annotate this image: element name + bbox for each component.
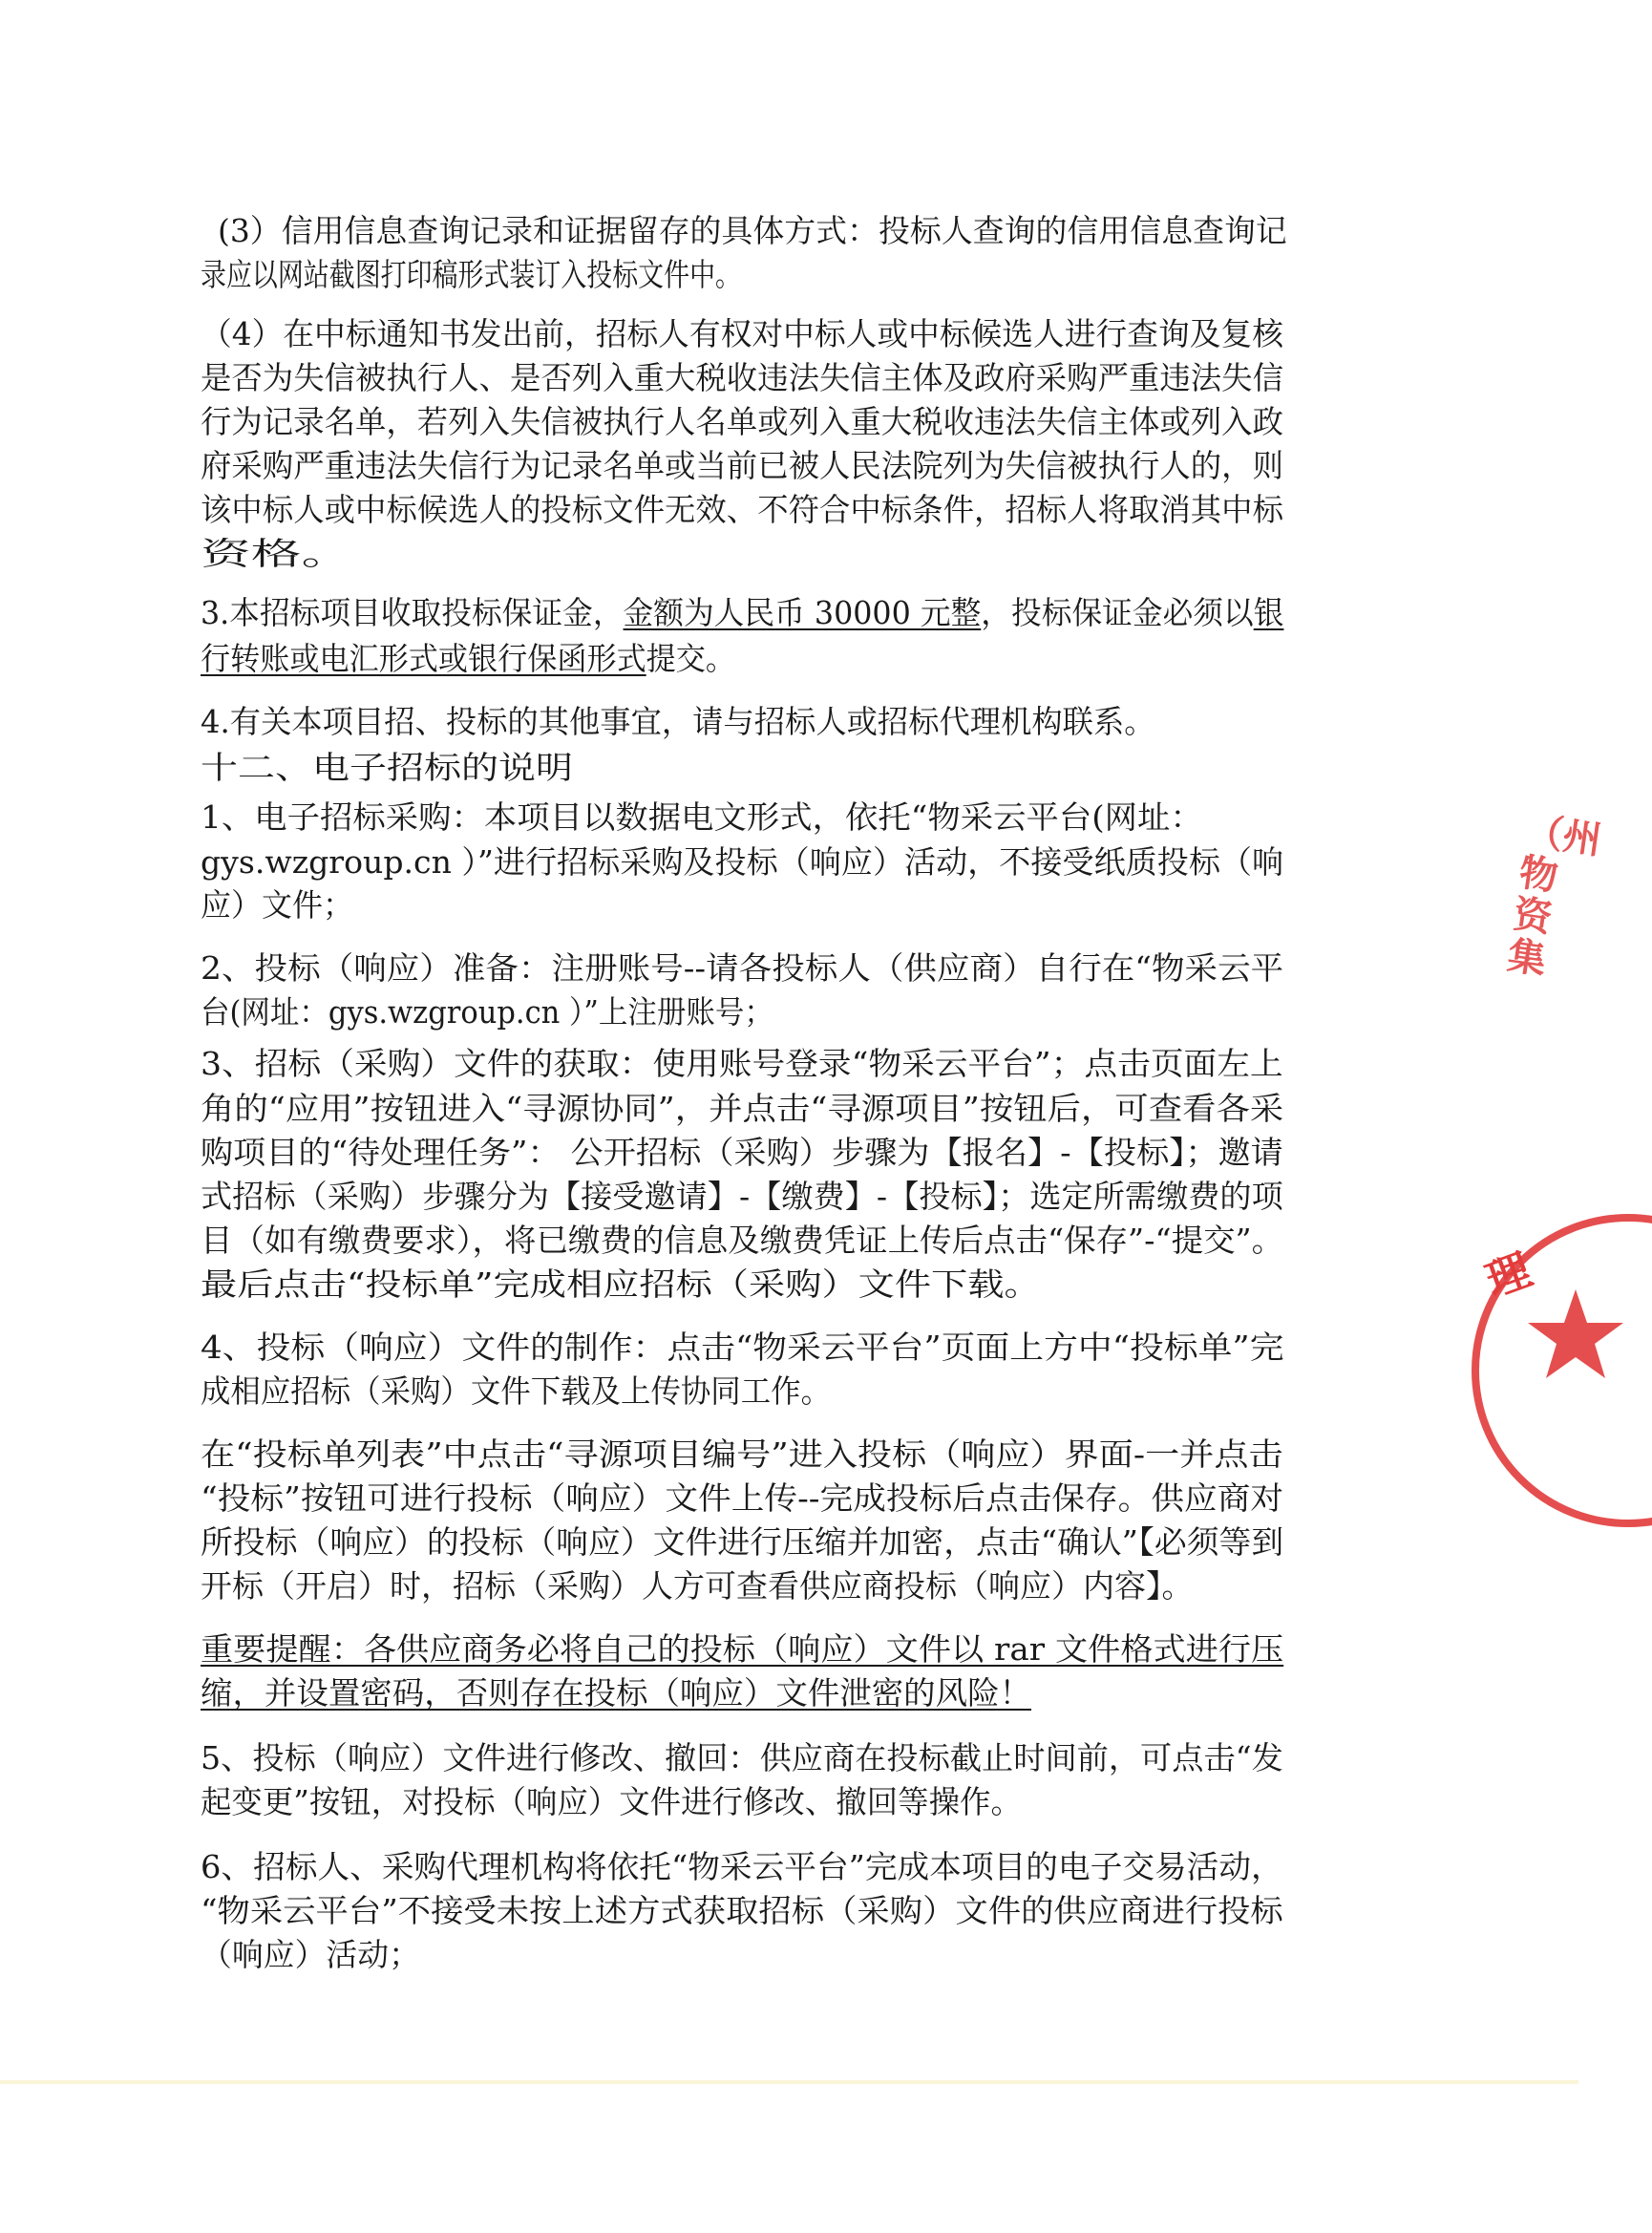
text-run: （4）在中标通知书发出前，招标人有权对中标人或中标候选人进行查询及复核	[201, 315, 1283, 352]
text-run: 所投标（响应）的投标（响应）文件进行压缩并加密，点击“确认”【必须等到	[201, 1523, 1284, 1561]
text-line	[201, 1090, 1283, 1128]
text-run: 角的“应用”按钮进入“寻源协同”，并点击“寻源项目”按钮后，可查看各采	[201, 1090, 1284, 1127]
text-line	[201, 1892, 1283, 1930]
text-run: 2、投标（响应）准备：注册账号--请各投标人（供应商）自行在“物采云平	[201, 949, 1284, 987]
text-line	[201, 315, 1283, 353]
underlined-text: 缩，并设置密码，否则存在投标（响应）文件泄密的风险！	[201, 1674, 1032, 1712]
text-run: “物采云平台”不接受未按上述方式获取招标（采购）文件的供应商进行投标	[201, 1892, 1283, 1929]
text-line	[201, 1045, 1283, 1083]
text-run: 台(网址：gys.wzgroup.cn ）”上注册账号；	[201, 993, 773, 1031]
text-run: 目（如有缴费要求），将已缴费的信息及缴费凭证上传后点击“保存”-“提交”。	[201, 1222, 1284, 1259]
text-line	[201, 640, 735, 678]
text-run: (3）信用信息查询记录和证据留存的具体方式：投标人查询的信用信息查询记	[218, 212, 1287, 249]
text-line	[201, 1783, 1022, 1821]
text-line	[201, 1329, 1284, 1367]
text-line	[201, 491, 1283, 529]
text-line	[201, 749, 573, 787]
text-run: 该中标人或中标候选人的投标文件无效、不符合中标条件，招标人将取消其中标	[201, 491, 1283, 528]
bottom-band	[0, 2080, 1578, 2084]
text-run: 录应以网站截图打印稿形式装订入投标文件中。	[201, 256, 741, 293]
text-line	[201, 359, 1283, 397]
underlined-text: 银	[1253, 594, 1284, 631]
text-line	[201, 447, 1283, 485]
text-run: 提交。	[646, 640, 736, 677]
text-line	[201, 1222, 1283, 1260]
text-run: ，投标保证金必须以	[981, 594, 1254, 631]
text-run: 4、投标（响应）文件的制作：点击“物采云平台”页面上方中“投标单”完	[201, 1329, 1284, 1366]
text-line	[201, 1436, 1283, 1474]
seal-star-icon	[1528, 1289, 1623, 1378]
seal-strip-text: （州物资集	[1504, 809, 1604, 983]
text-run: 起变更”按钮，对投标（响应）文件进行修改、撤回等操作。	[201, 1783, 1022, 1820]
text-run: 3.本招标项目收取投标保证金，	[201, 594, 624, 631]
text-line	[201, 843, 1283, 882]
seal-text: 理	[1478, 1243, 1538, 1308]
text-line	[201, 535, 351, 573]
text-run: 6、招标人、采购代理机构将依托“物采云平台”完成本项目的电子交易活动，	[201, 1848, 1283, 1885]
text-line	[201, 949, 1283, 988]
text-line	[201, 1178, 1283, 1216]
text-line	[201, 798, 1203, 837]
text-run: 购项目的“待处理任务”： 公开招标（采购）步骤为【报名】-【投标】；邀请	[201, 1134, 1283, 1171]
text-line	[201, 403, 1283, 441]
text-line	[201, 1848, 1283, 1886]
text-line	[201, 1936, 420, 1974]
text-line	[201, 886, 353, 925]
text-line	[201, 1265, 1041, 1304]
text-run: 1、电子招标采购：本项目以数据电文形式，依托“物采云平台(网址：	[201, 798, 1203, 836]
text-line	[201, 1523, 1283, 1562]
text-line	[201, 1134, 1283, 1172]
text-run: “投标”按钮可进行投标（响应）文件上传--完成投标后点击保存。供应商对	[201, 1479, 1284, 1517]
text-line	[218, 212, 1287, 250]
text-line	[201, 1372, 831, 1411]
text-line	[201, 594, 1283, 632]
text-run: 5、投标（响应）文件进行修改、撤回：供应商在投标截止时间前，可点击“发	[201, 1739, 1283, 1776]
text-line	[201, 1479, 1283, 1518]
text-run: 十二、电子招标的说明	[201, 749, 573, 786]
text-run: 行为记录名单，若列入失信被执行人名单或列入重大税收违法失信主体或列入政	[201, 403, 1283, 440]
text-run: 府采购严重违法失信行为记录名单或当前已被人民法院列为失信被执行人的，则	[201, 447, 1283, 484]
text-run: 式招标（采购）步骤分为【接受邀请】-【缴费】-【投标】；选定所需缴费的项	[201, 1178, 1283, 1215]
text-run: 3、招标（采购）文件的获取：使用账号登录“物采云平台”；点击页面左上	[201, 1045, 1283, 1082]
company-seal	[1461, 1180, 1578, 1562]
text-run: （响应）活动；	[201, 1936, 421, 1973]
text-line	[201, 1739, 1283, 1777]
underlined-text: 金额为人民币 30000 元整	[623, 594, 982, 631]
text-run: 开标（开启）时，招标（采购）人方可查看供应商投标（响应）内容】。	[201, 1567, 1194, 1605]
text-line	[201, 1567, 1194, 1606]
text-line	[201, 993, 773, 1031]
text-run: gys.wzgroup.cn ）”进行招标采购及投标（响应）活动，不接受纸质投标（响	[201, 843, 1284, 881]
text-run: 成相应招标（采购）文件下载及上传协同工作。	[201, 1372, 832, 1410]
text-run: 在“投标单列表”中点击“寻源项目编号”进入投标（响应）界面-一并点击	[201, 1436, 1283, 1473]
text-line	[201, 256, 741, 294]
text-line	[201, 1674, 1031, 1712]
seal-strip-partial	[1471, 793, 1604, 1117]
text-run: 应）文件；	[201, 886, 354, 924]
underlined-text: 行转账或电汇形式或银行保函形式	[201, 640, 646, 677]
text-run: 资格。	[201, 535, 352, 572]
text-run: 4.有关本项目招、投标的其他事宜，请与招标人或招标代理机构联系。	[201, 703, 1155, 740]
text-line	[201, 1630, 1283, 1669]
text-run: 最后点击“投标单”完成相应招标（采购）文件下载。	[201, 1265, 1041, 1303]
text-line	[201, 703, 1155, 741]
underlined-text: 重要提醒：各供应商务必将自己的投标（响应）文件以 rar 文件格式进行压	[201, 1630, 1284, 1668]
text-run: 是否为失信被执行人、是否列入重大税收违法失信主体及政府采购严重违法失信	[201, 359, 1283, 396]
